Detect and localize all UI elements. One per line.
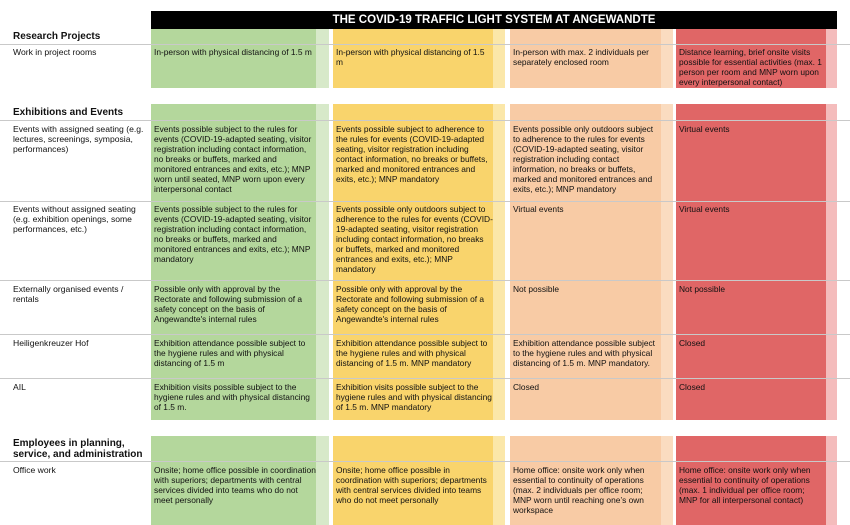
cell-orange: Virtual events xyxy=(513,204,564,214)
row-label-office-work: Office work xyxy=(13,465,56,475)
section-gap xyxy=(0,420,850,436)
row-divider xyxy=(0,378,850,379)
cell-green: Exhibition visits possible subject to the hygiene rules and with physical distancing of 1.5 m. xyxy=(154,382,310,412)
row-label-heiligenkreuzer-hof: Heiligenkreuzer Hof xyxy=(13,338,89,348)
cell-orange: Closed xyxy=(513,382,540,392)
row-label-ail: AIL xyxy=(13,382,26,392)
cell-orange: Events possible only outdoors subject to adherence to the rules for events (COVID-19-adapted seating, visitor registration including contact information, no breaks or buffets, marked and monitored entrances and exits, etc.); MNP mandatory xyxy=(513,124,654,194)
cell-orange: Exhibition attendance possible subject to the hygiene rules and with physical distancing of 1.5 m. MNP mandatory. xyxy=(513,338,656,368)
cell-yellow: In-person with physical distancing of 1.5 m xyxy=(336,47,485,67)
cell-orange: In-person with max. 2 individuals per separately enclosed room xyxy=(513,47,649,67)
row-label-project-rooms: Work in project rooms xyxy=(13,47,97,57)
cell-green: Exhibition attendance possible subject to the hygiene rules and with physical distancing of 1.5 m xyxy=(154,338,306,368)
cell-green: In-person with physical distancing of 1.5 m xyxy=(154,47,312,57)
cell-yellow: Exhibition attendance possible subject to the hygiene rules and with physical distancing of 1.5 m. MNP mandatory xyxy=(336,338,488,368)
page-title: THE COVID-19 TRAFFIC LIGHT SYSTEM AT ANGEWANDTE xyxy=(151,11,837,29)
cell-green: Events possible subject to the rules for events (COVID-19-adapted seating, visitor registration including contact information, no breaks or buffets, marked and monitored entrances and exits, etc.); MNP worn until seated, MNP worn upon every interpersonal contact xyxy=(154,124,312,194)
section-title-exhibitions: Exhibitions and Events xyxy=(13,107,124,118)
cell-red: Closed xyxy=(679,382,706,392)
cell-red: Distance learning, brief onsite visits possible for essential activities (max. 1 person per room and MNP worn upon every interpersonal contact) xyxy=(679,47,822,87)
cell-green: Onsite; home office possible in coordination with superiors; departments with central services divided into teams who do not meet personally xyxy=(154,465,316,505)
cell-red: Virtual events xyxy=(679,124,730,134)
row-label-no-assigned-seating: Events without assigned seating (e.g. exhibition openings, some performances, etc.) xyxy=(13,204,136,234)
cell-red: Closed xyxy=(679,338,706,348)
cell-yellow: Events possible only outdoors subject to adherence to the rules for events (COVID-19-adapted seating, visitor registration including contact information, no breaks or buffets, marked and monitored entrances and exits, etc.); MNP mandatory xyxy=(336,204,493,274)
row-divider xyxy=(0,120,850,121)
cell-green: Possible only with approval by the Rectorate and following submission of a safety concept on the basis of Angewandte's internal rules xyxy=(154,284,303,324)
cell-orange: Home office: onsite work only when essential to continuity of operations (max. 2 individuals per office room; MNP worn until reaching one’s own workspace xyxy=(513,465,645,515)
row-divider xyxy=(0,334,850,335)
cell-green: Events possible subject to the rules for events (COVID-19-adapted seating, visitor registration including contact information, no breaks or buffets, marked and monitored entrances and exits, etc.); MNP mandatory xyxy=(154,204,312,264)
row-label-assigned-seating: Events with assigned seating (e.g. lectures, screenings, symposia, performances) xyxy=(13,124,144,154)
section-title-employees: Employees in planning, service, and administration xyxy=(13,438,143,460)
row-divider xyxy=(0,201,850,202)
row-divider xyxy=(0,44,850,45)
row-divider xyxy=(0,280,850,281)
cell-yellow: Onsite; home office possible in coordination with superiors; departments with central services divided into teams who do not meet personally xyxy=(336,465,487,505)
cell-red: Home office: onsite work only when essential to continuity of operations (max. 1 individual per office room; MNP for all interpersonal contact) xyxy=(679,465,811,505)
section-title-research: Research Projects xyxy=(13,31,101,42)
cell-red: Not possible xyxy=(679,284,726,294)
cell-red: Virtual events xyxy=(679,204,730,214)
row-label-external-events: Externally organised events / rentals xyxy=(13,284,124,304)
section-gap xyxy=(0,88,850,104)
cell-yellow: Exhibition visits possible subject to the hygiene rules and with physical distancing of 1.5 m. MNP mandatory xyxy=(336,382,492,412)
cell-orange: Not possible xyxy=(513,284,560,294)
cell-yellow: Possible only with approval by the Rectorate and following submission of a safety concept on the basis of Angewandte's internal rules xyxy=(336,284,485,324)
row-divider xyxy=(0,461,850,462)
cell-yellow: Events possible subject to adherence to the rules for events (COVID-19-adapted seating, visitor registration including contact information, no breaks or buffets, marked and monitored entrances and exits, etc.); MNP mandatory xyxy=(336,124,488,184)
